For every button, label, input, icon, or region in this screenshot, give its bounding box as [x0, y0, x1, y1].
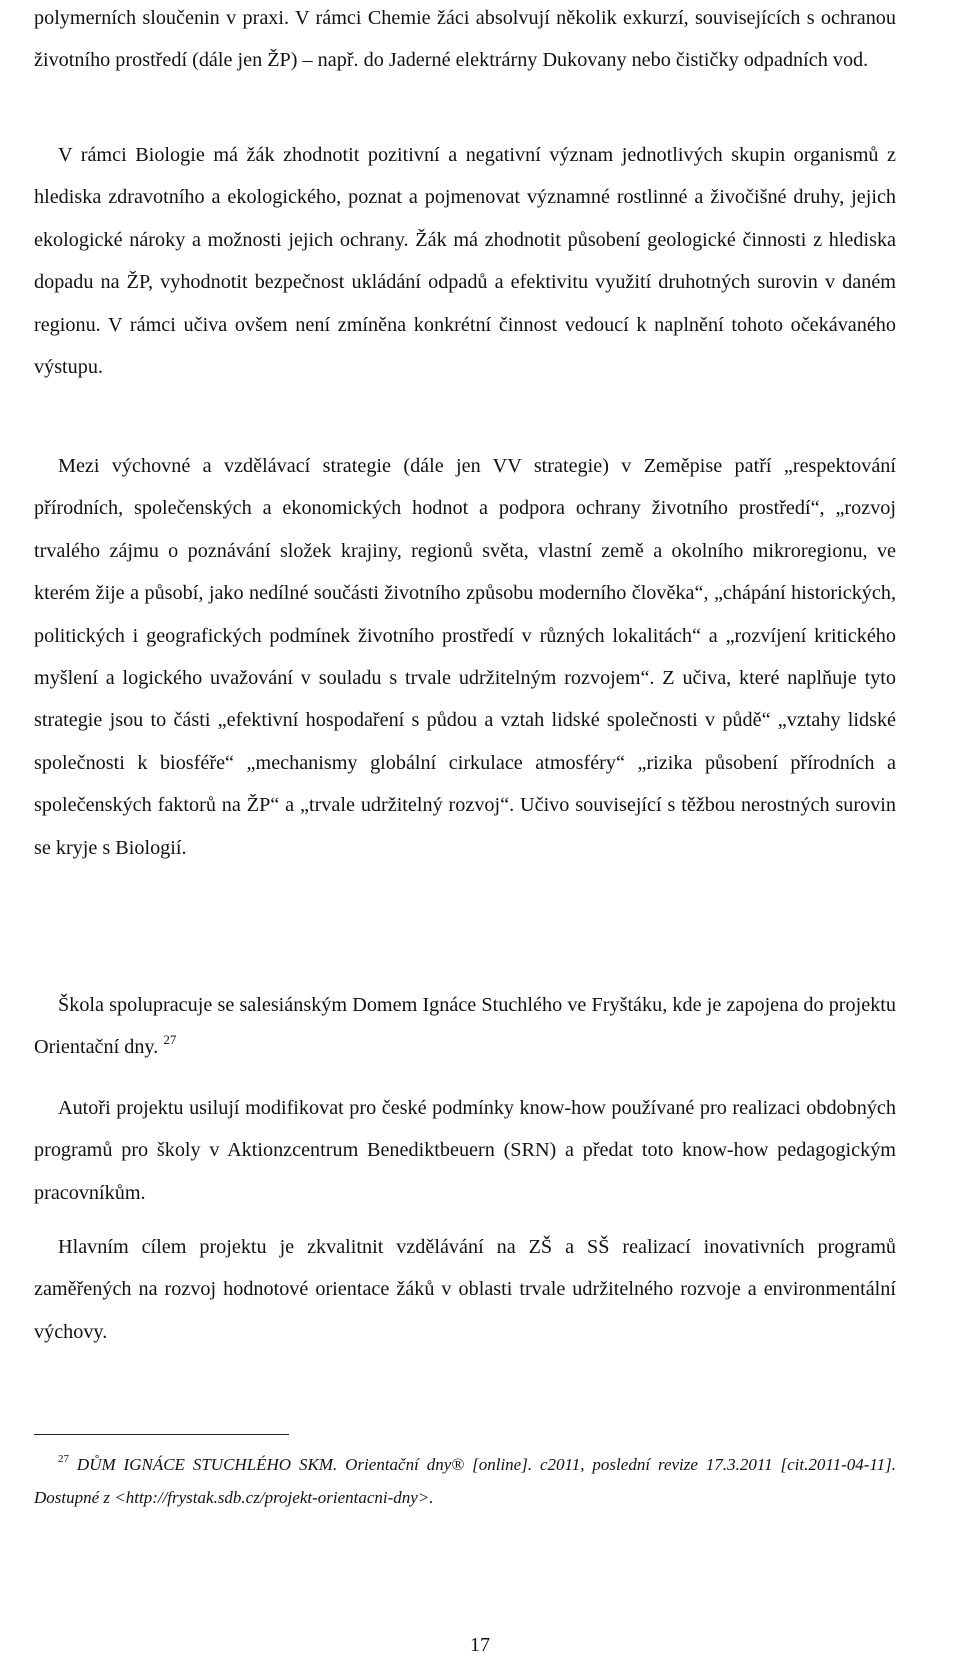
- paragraph-chemistry-excursions: polymerních sloučenin v praxi. V rámci Chemie žáci absolvují několik exkurzí, souvisejících s ochranou životního prostředí (dále jen ŽP) – např. do Jaderné elektrárny Dukovany nebo čističky odpadních vod.: [34, 7, 896, 72]
- footnote-reference: 27: [163, 1032, 177, 1048]
- paragraph-project-goal: Hlavním cílem projektu je zkvalitnit vzdělávání na ZŠ a SŠ realizací inovativních programů zaměřených na rozvoj hodnotové orientace žáků v oblasti trvale udržitelného rozvoje a environmentální výchovy.: [34, 1236, 896, 1343]
- footnote: [34, 1448, 896, 1514]
- paragraph-biology: V rámci Biologie má žák zhodnotit pozitivní a negativní význam jednotlivých skupin organismů z hlediska zdravotního a ekologického, poznat a pojmenovat významné rostlinné a živočišné druhy, jejich ekologické nároky a možnosti jejich ochrany. Žák má zhodnotit působení geologické činnosti z hlediska dopadu na ŽP, vyhodnotit bezpečnost ukládání odpadů a efektivitu využití druhotných surovin v daném regionu. V rámci učiva ovšem není zmíněna konkrétní činnost vedoucí k naplnění tohoto očekávaného výstupu.: [34, 144, 896, 379]
- footnote-divider: [34, 1434, 289, 1435]
- page-number: 17: [470, 1634, 490, 1656]
- paragraph-school-cooperation: [34, 984, 896, 1069]
- footnote-number: 27: [58, 1453, 69, 1465]
- paragraph-project-authors: Autoři projektu usilují modifikovat pro české podmínky know-how používané pro realizaci obdobných programů pro školy v Aktionzcentrum Benediktbeuern (SRN) a předat toto know-how pedagogickým pracovníkům.: [34, 1097, 896, 1204]
- school-cooperation-text: Škola spolupracuje se salesiánským Domem Ignáce Stuchlého ve Fryštáku, kde je zapojena do projektu Orientační dny.: [34, 994, 896, 1059]
- footnote-text: DŮM IGNÁCE STUCHLÉHO SKM. Orientační dny® [online]. c2011, poslední revize 17.3.2011 [cit.2011-04-11]. Dostupné z <http://frystak.sdb.cz/projekt-orientacni-dny>.: [34, 1455, 896, 1507]
- paragraph-educational-strategies: Mezi výchovné a vzdělávací strategie (dále jen VV strategie) v Zeměpise patří „respektování přírodních, společenských a ekonomických hodnot a podpora ochrany životního prostředí“, „rozvoj trvalého zájmu o poznávání složek krajiny, regionů světa, vlastní země a okolního mikroregionu, ve kterém žije a působí, jako nedílné součásti životního způsobu moderního člověka“, „chápání historických, politických i geografických podmínek životního prostředí v různých lokalitách“ a „rozvíjení kritického myšlení a logického uvažování v souladu s trvale udržitelným rozvojem“. Z učiva, které naplňuje tyto strategie jsou to části „efektivní hospodaření s půdou a vztah lidské společnosti v půdě“ „vztahy lidské společnosti k biosféře“ „mechanismy globální cirkulace atmosféry“ „rizika působení přírodních a společenských faktorů na ŽP“ a „trvale udržitelný rozvoj“. Učivo související s těžbou nerostných surovin se kryje s Biologií.: [34, 455, 896, 859]
